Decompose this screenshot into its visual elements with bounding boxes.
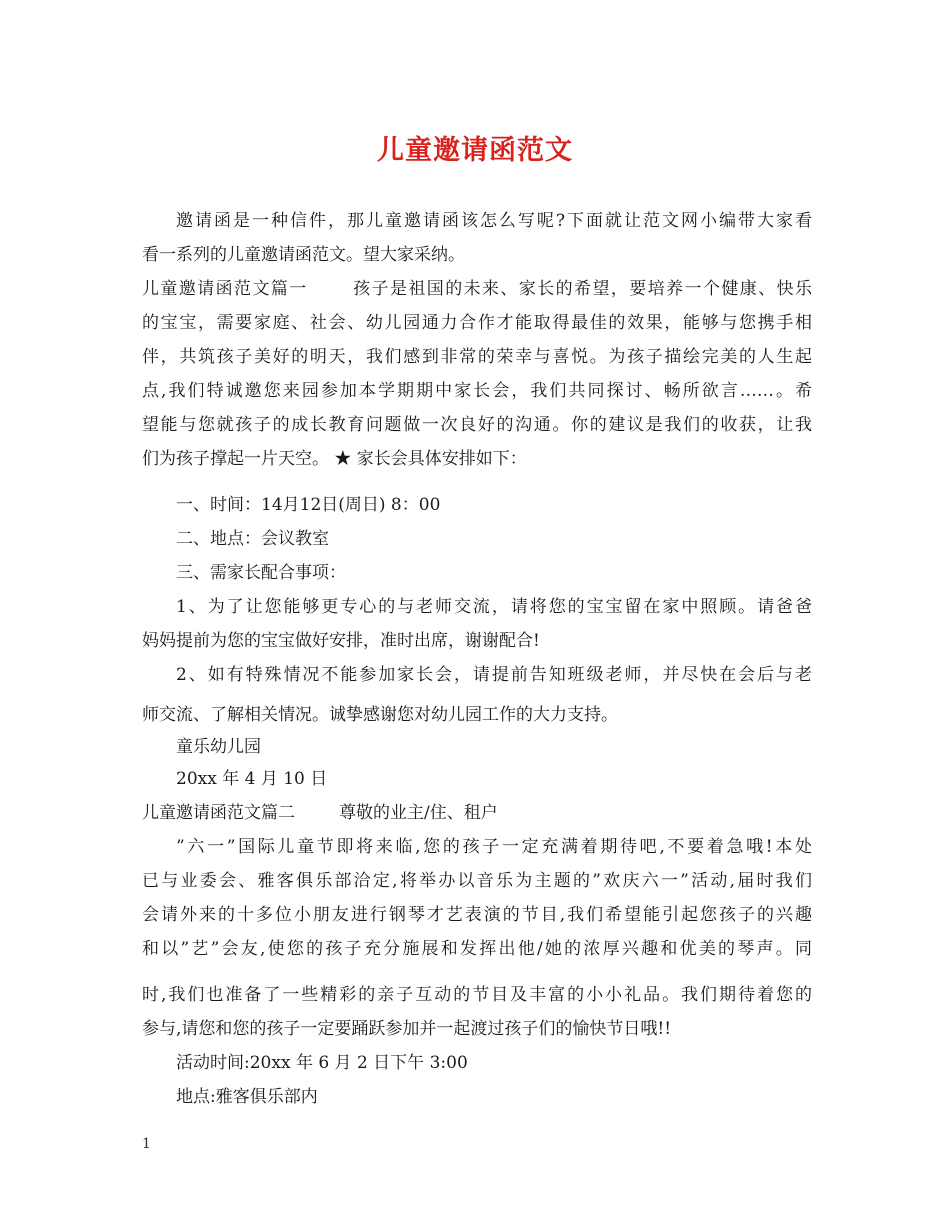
article2-line: 时,我们也准备了一些精彩的亲子互动的节目及丰富的小小礼品。我们期待着您的 bbox=[142, 985, 812, 1005]
article2-line: 和以”艺”会友,使您的孩子充分施展和发挥出他/她的浓厚兴趣和优美的琴声。同 bbox=[142, 939, 812, 959]
article2-heading: 儿童邀请函范文篇二 bbox=[142, 803, 295, 823]
article2-line: 会请外来的十多位小朋友进行钢琴才艺表演的节目,我们希望能引起您孩子的兴趣 bbox=[142, 905, 812, 925]
activity-place: 地点:雅客俱乐部内 bbox=[176, 1087, 318, 1107]
article2-line: 参与,请您和您的孩子一定要踊跃参加并一起渡过孩子们的愉快节日哦!! bbox=[142, 1019, 672, 1039]
meeting-place: 二、地点：会议教室 bbox=[176, 529, 329, 549]
article1-first-line bbox=[142, 278, 812, 300]
meeting-time: 一、时间：14月12日(周日) 8：00 bbox=[176, 495, 441, 515]
signature: 童乐幼儿园 bbox=[176, 737, 261, 757]
page-number: 1 bbox=[142, 1136, 151, 1152]
article1-first-text: 孩子是祖国的未来、家长的希望，要培养一个健康、快乐 bbox=[351, 279, 813, 299]
intro-line: 邀请函是一种信件，那儿童邀请函该怎么写呢?下面就让范文网小编带大家看 bbox=[176, 211, 812, 231]
article1-line: 的宝宝，需要家庭、社会、幼儿园通力合作才能取得最佳的效果，能够与您携手相 bbox=[142, 313, 812, 333]
article1-line: 望能与您就孩子的成长教育问题做一次良好的沟通。你的建议是我们的收获，让我 bbox=[142, 415, 812, 435]
article1-line: 伴，共筑孩子美好的明天，我们感到非常的荣幸与喜悦。为孩子描绘完美的人生起 bbox=[142, 347, 812, 367]
matter-item-2: 2、如有特殊情况不能参加家长会，请提前告知班级老师，并尽快在会后与老 bbox=[176, 665, 812, 685]
activity-time: 活动时间:20xx 年 6 月 2 日下午 3:00 bbox=[176, 1053, 468, 1073]
article2-line: ”六一”国际儿童节即将来临,您的孩子一定充满着期待吧,不要着急哦!本处 bbox=[176, 837, 812, 857]
article1-line: 们为孩子撑起一片天空。 ★ 家长会具体安排如下： bbox=[142, 449, 527, 469]
document-title: 儿童邀请函范文 bbox=[377, 135, 573, 166]
intro-line: 看一系列的儿童邀请函范文。望大家采纳。 bbox=[142, 245, 465, 265]
matter-item-1-continued: 妈妈提前为您的宝宝做好安排，准时出席，谢谢配合! bbox=[142, 631, 540, 651]
matter-item-2-continued: 师交流、了解相关情况。诚挚感谢您对幼儿园工作的大力支持。 bbox=[142, 705, 618, 725]
article2-line: 已与业委会、雅客俱乐部洽定,将举办以音乐为主题的”欢庆六一”活动,届时我们 bbox=[142, 871, 812, 891]
article1-heading: 儿童邀请函范文篇一 bbox=[142, 279, 308, 299]
article1-line: 点,我们特诚邀您来园参加本学期期中家长会，我们共同探讨、畅所欲言……。希 bbox=[142, 381, 812, 401]
matter-item-1: 1、为了让您能够更专心的与老师交流，请将您的宝宝留在家中照顾。请爸爸 bbox=[176, 597, 812, 617]
article2-salutation: 尊敬的业主/住、租户 bbox=[339, 803, 498, 823]
article2-first-line bbox=[142, 802, 812, 824]
matters-heading: 三、需家长配合事项： bbox=[176, 563, 346, 583]
letter-date: 20xx 年 4 月 10 日 bbox=[176, 769, 328, 789]
